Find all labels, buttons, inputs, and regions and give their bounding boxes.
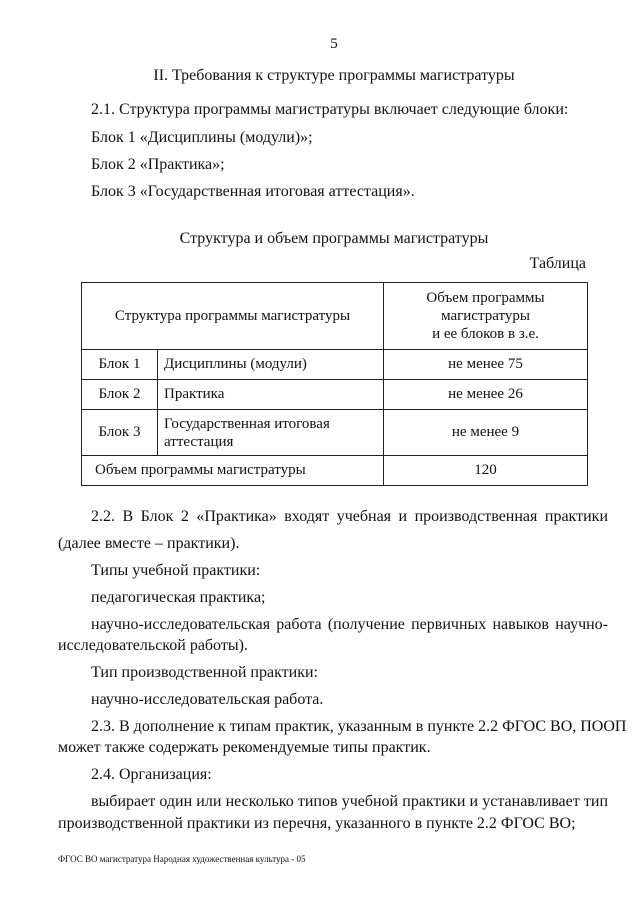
header-volume-line: магистратуры [441, 308, 530, 324]
block-2-line: Блок 2 «Практика»; [91, 156, 225, 173]
table-row [82, 380, 588, 410]
nir2-line: научно-исследовательская работа. [91, 691, 324, 708]
block-cell: Блок 3 [82, 410, 158, 456]
org-line-1: выбирает один или несколько типов учебной практики и устанавливает тип [91, 793, 608, 810]
table-total-row [82, 456, 588, 486]
types-edu-heading: Типы учебной практики: [91, 562, 261, 579]
volume-cell: не менее 9 [384, 410, 588, 456]
name-line: аттестация [164, 433, 234, 450]
paragraph-2-2-line-1: 2.2. В Блок 2 «Практика» входят учебная и производственная практики [91, 508, 608, 525]
paragraph-2-3-line-2: может также содержать рекомендуемые типы практик. [58, 739, 431, 756]
paragraph-2-1: 2.1. Структура программы магистратуры включает следующие блоки: [91, 101, 569, 118]
name-cell: Практика [158, 380, 384, 410]
section-title: II. Требования к структуре программы магистратуры [153, 67, 515, 84]
header-volume-line: и ее блоков в з.е. [432, 326, 539, 342]
paragraph-2-4: 2.4. Организация: [91, 766, 212, 783]
org-line-2: производственной практики из перечня, указанного в пункте 2.2 ФГОС ВО; [58, 815, 576, 832]
nir-line-2: исследовательской работы). [58, 637, 248, 654]
name-cell [158, 410, 384, 456]
volume-cell: не менее 75 [384, 350, 588, 380]
total-value-cell: 120 [384, 456, 588, 486]
block-cell: Блок 1 [82, 350, 158, 380]
page-number: 5 [330, 36, 338, 52]
paragraph-2-3-line-1: 2.3. В дополнение к типам практик, указанным в пункте 2.2 ФГОС ВО, ПООП [91, 718, 627, 735]
ped-practice-line: педагогическая практика; [91, 589, 266, 606]
page-footer: ФГОС ВО магистратура Народная художественная культура - 05 [58, 854, 306, 864]
total-label-cell: Объем программы магистратуры [82, 456, 384, 486]
block-1-line: Блок 1 «Дисциплины (модули)»; [91, 129, 313, 146]
header-volume-cell [384, 283, 588, 350]
volume-cell: не менее 26 [384, 380, 588, 410]
table-label: Таблица [529, 255, 586, 272]
paragraph-2-2-line-2: (далее вместе – практики). [58, 535, 240, 552]
name-line: Государственная итоговая [164, 415, 330, 432]
table-header-row [82, 283, 588, 350]
table-row [82, 410, 588, 456]
type-prod-heading: Тип производственной практики: [91, 664, 318, 681]
block-3-line: Блок 3 «Государственная итоговая аттестация». [91, 183, 415, 200]
header-volume-line: Объем программы [426, 290, 545, 306]
block-cell: Блок 2 [82, 380, 158, 410]
nir-line-1: научно-исследовательская работа (получение первичных навыков научно- [91, 616, 608, 633]
structure-table [81, 282, 588, 486]
name-cell: Дисциплины (модули) [158, 350, 384, 380]
table-row [82, 350, 588, 380]
header-structure-cell: Структура программы магистратуры [82, 283, 384, 350]
table-caption: Структура и объем программы магистратуры [179, 230, 489, 247]
